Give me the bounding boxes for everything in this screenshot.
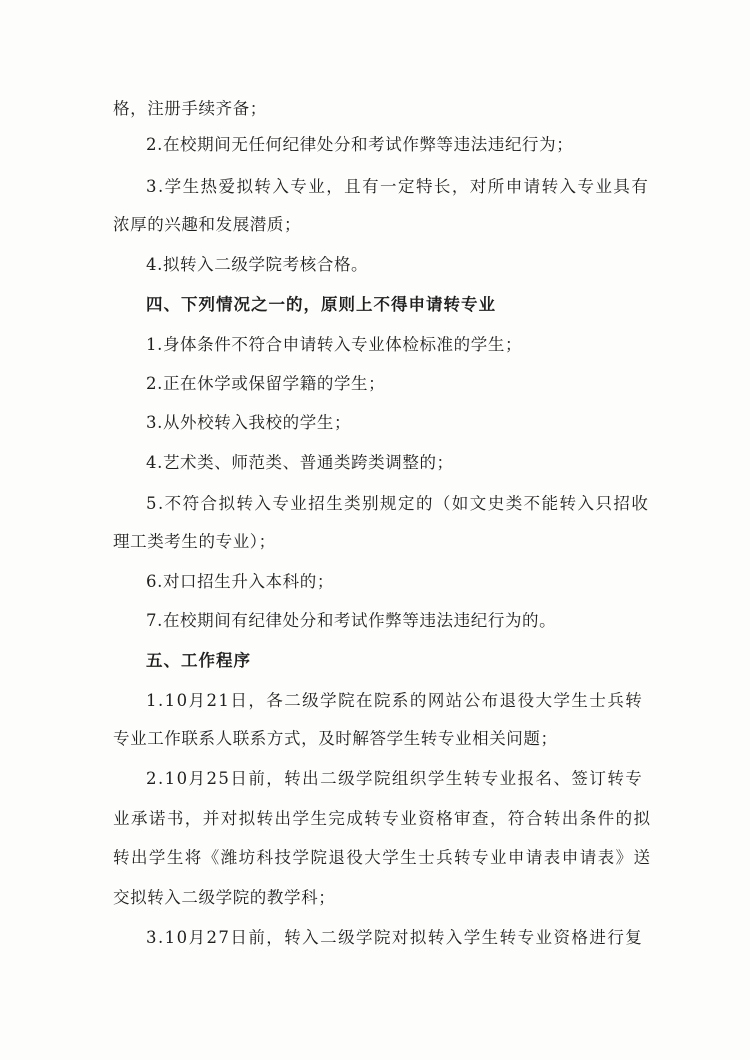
text-line: 2.10月25日前，转出二级学院组织学生转专业报名、签订转专 [146, 769, 644, 788]
text-line: 业承诺书，并对拟转出学生完成转专业资格审查，符合转出条件的拟 [113, 809, 652, 828]
text-line: 浓厚的兴趣和发展潜质； [113, 215, 302, 234]
text-line: 4.拟转入二级学院考核合格。 [146, 255, 369, 274]
text-line: 理工类考生的专业）； [113, 532, 276, 551]
section-heading-4: 四、下列情况之一的，原则上不得申请转专业 [146, 295, 496, 314]
section-heading-5: 五、工作程序 [146, 651, 251, 670]
text-line: 专业工作联系人联系方式，及时解答学生转专业相关问题； [113, 729, 558, 748]
text-line: 转出学生将《潍坊科技学院退役大学生士兵转专业申请表申请表》送 [113, 848, 652, 867]
text-line: 5.不符合拟转入专业招生类别规定的（如文史类不能转入只招收 [146, 494, 650, 513]
text-line: 3.10月27日前，转入二级学院对拟转入学生转专业资格进行复 [146, 928, 644, 947]
text-line: 交拟转入二级学院的教学科； [113, 888, 336, 907]
text-line: 2.在校期间无任何纪律处分和考试作弊等违法违纪行为； [146, 135, 574, 154]
text-line: 3.从外校转入我校的学生； [146, 413, 352, 432]
text-line: 7.在校期间有纪律处分和考试作弊等违法违纪行为的。 [146, 611, 557, 630]
text-line: 格，注册手续齐备； [113, 99, 267, 118]
text-line: 3.学生热爱拟转入专业，且有一定特长，对所申请转入专业具有 [146, 177, 650, 196]
text-line: 4.艺术类、师范类、普通类跨类调整的； [146, 453, 454, 472]
text-line: 2.正在休学或保留学籍的学生； [146, 374, 386, 393]
text-line: 1.10月21日，各二级学院在院系的网站公布退役大学生士兵转 [146, 691, 644, 710]
text-line: 6.对口招生升入本科的； [146, 572, 334, 591]
text-line: 1.身体条件不符合申请转入专业体检标准的学生； [146, 335, 523, 354]
